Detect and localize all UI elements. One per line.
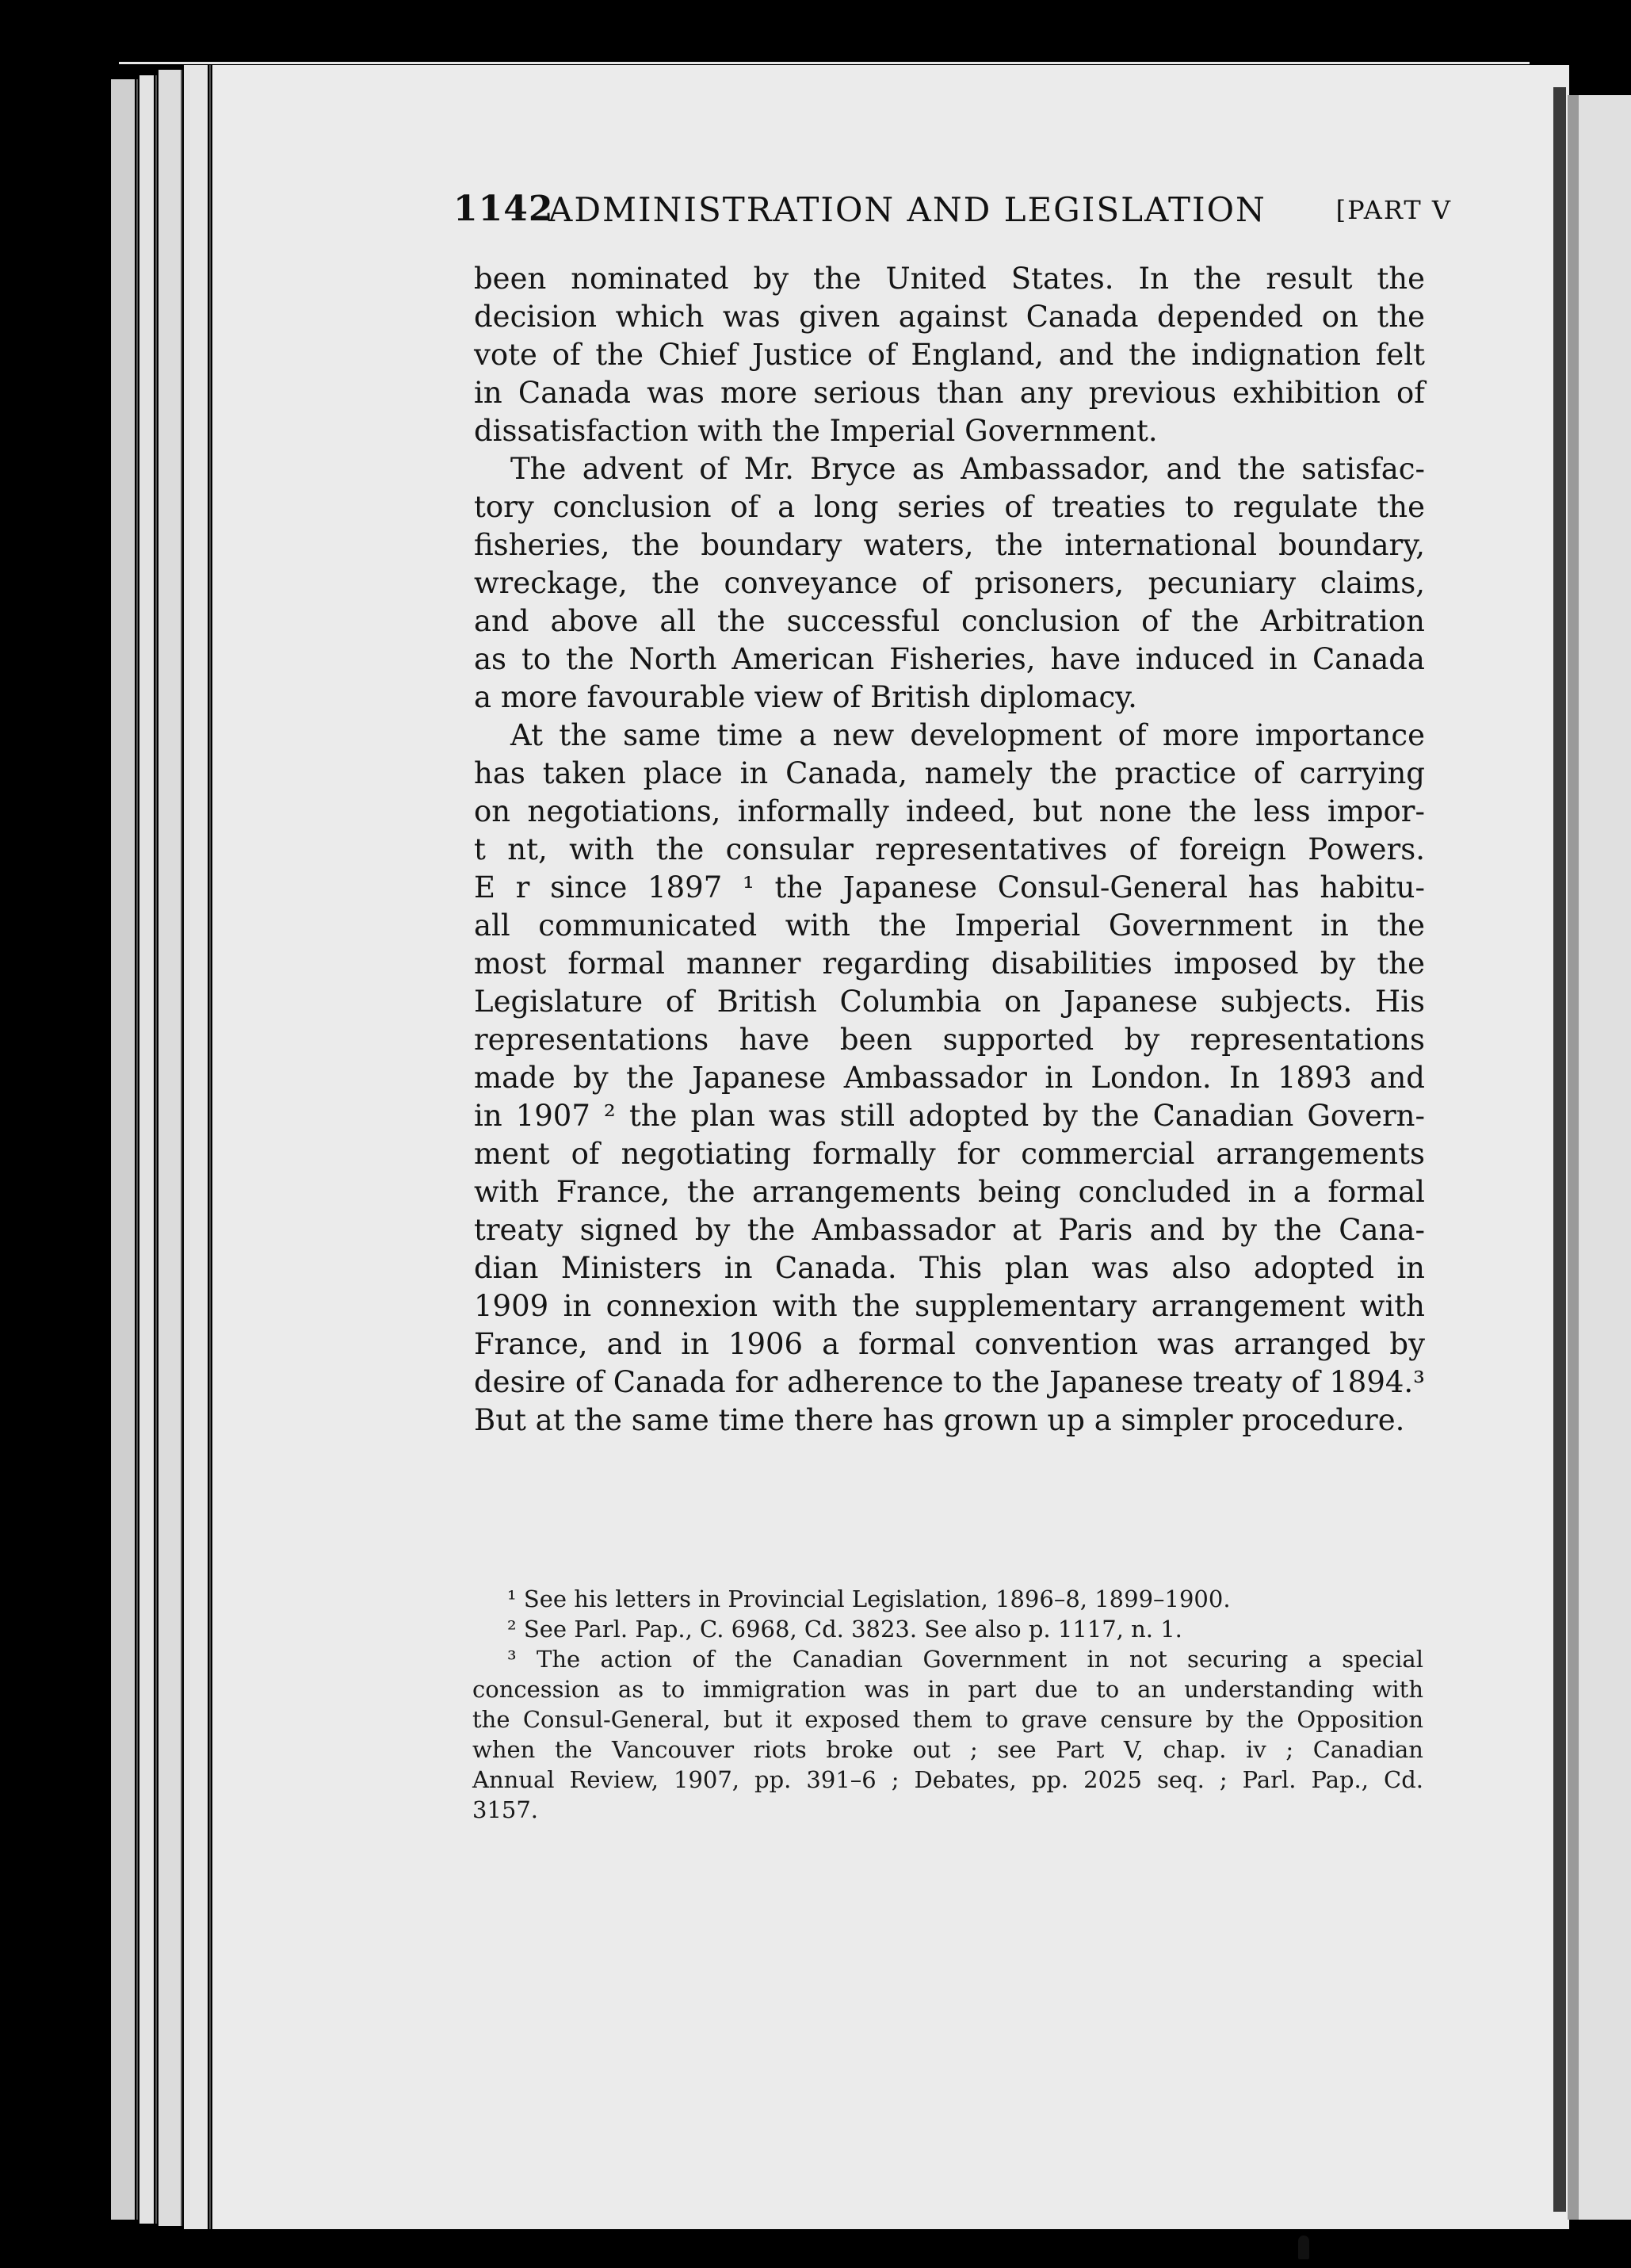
footnote-line: Annual Review, 1907, pp. 391–6 ; Debates, pp. 2025 seq. ; Parl. Pap., Cd. [472,1766,1423,1793]
footnote-line: when the Vancouver riots broke out ; see Part V, chap. iv ; Canadian [472,1736,1423,1763]
text-line: has taken place in Canada, namely the practice of carrying [474,756,1425,790]
page-edge [111,79,135,2220]
running-head [453,189,1452,244]
text-line: with France, the arrangements being concluded in a formal [474,1175,1425,1209]
footnote-line: ¹ See his letters in Provincial Legislation, 1896–8, 1899–1900. [507,1585,1231,1612]
page-edge [159,70,181,2226]
text-line: decision which was given against Canada depended on the [474,300,1425,334]
page-edge-line [136,79,138,2220]
footnote-line: ² See Parl. Pap., C. 6968, Cd. 3823. See also p. 1117, n. 1. [507,1616,1182,1643]
text-line: tory conclusion of a long series of treaties to regulate the [474,490,1425,524]
text-line: and above all the successful conclusion of the Arbitration [474,604,1425,638]
adjacent-page-shade [1568,95,1579,2220]
page-number: 1142 [453,189,554,229]
text-line: desire of Canada for adherence to the Japanese treaty of 1894.³ [474,1365,1425,1399]
footnote-line: concession as to immigration was in part due to an understanding with [472,1676,1423,1703]
top-rule [119,62,1530,64]
footnote-line: the Consul-General, but it exposed them to grave censure by the Opposition [472,1706,1423,1733]
running-title: ADMINISTRATION AND LEGISLATION [548,190,1266,229]
text-line: Legislature of British Columbia on Japanese subjects. His [474,985,1425,1019]
text-line: E r since 1897 ¹ the Japanese Consul-General has habitu- [474,870,1425,905]
page-edge [184,65,208,2229]
text-line: 1909 in connexion with the supplementary arrangement with [474,1289,1425,1323]
text-line: t nt, with the consular representatives of foreign Powers. [474,832,1425,866]
text-line: as to the North American Fisheries, have induced in Canada [474,642,1425,676]
text-line: The advent of Mr. Bryce as Ambassador, and the satisfac- [510,452,1425,486]
footnote-line: 3157. [472,1796,539,1823]
text-line: representations have been supported by representations [474,1023,1425,1057]
text-line: treaty signed by the Ambassador at Paris and by the Cana- [474,1213,1425,1247]
page-edge-line [155,75,157,2224]
text-line: a more favourable view of British diplomacy. [474,680,1137,714]
text-line: been nominated by the United States. In the result the [474,262,1425,296]
text-line: most formal manner regarding disabilities imposed by the [474,947,1425,981]
text-line: dissatisfaction with the Imperial Government. [474,414,1158,448]
text-line: wreckage, the conveyance of prisoners, pecuniary claims, [474,566,1425,600]
text-line: all communicated with the Imperial Government in the [474,908,1425,943]
text-line: France, and in 1906 a formal convention was arranged by [474,1327,1425,1361]
footnote-line: ³ The action of the Canadian Government in not securing a special [507,1646,1423,1673]
text-line: made by the Japanese Ambassador in London. In 1893 and [474,1061,1425,1095]
text-line: in 1907 ² the plan was still adopted by the Canadian Govern- [474,1099,1425,1133]
part-label: [PART V [1335,195,1452,225]
text-line: in Canada was more serious than any previous exhibition of [474,376,1425,410]
page-edge-line [181,70,182,2226]
scan-artifact [1298,2235,1309,2259]
text-line: on negotiations, informally indeed, but none the less impor- [474,794,1425,828]
text-line: ment of negotiating formally for commercial arrangements [474,1137,1425,1171]
text-line: dian Ministers in Canada. This plan was also adopted in [474,1251,1425,1285]
page-edge-line [209,65,211,2229]
text-line: vote of the Chief Justice of England, and the indignation felt [474,338,1425,372]
page-edge [139,75,154,2224]
gutter-shadow [1553,87,1566,2212]
text-line: At the same time a new development of more importance [510,718,1425,752]
text-line: But at the same time there has grown up a simpler procedure. [474,1403,1405,1437]
text-line: fisheries, the boundary waters, the international boundary, [474,528,1425,562]
